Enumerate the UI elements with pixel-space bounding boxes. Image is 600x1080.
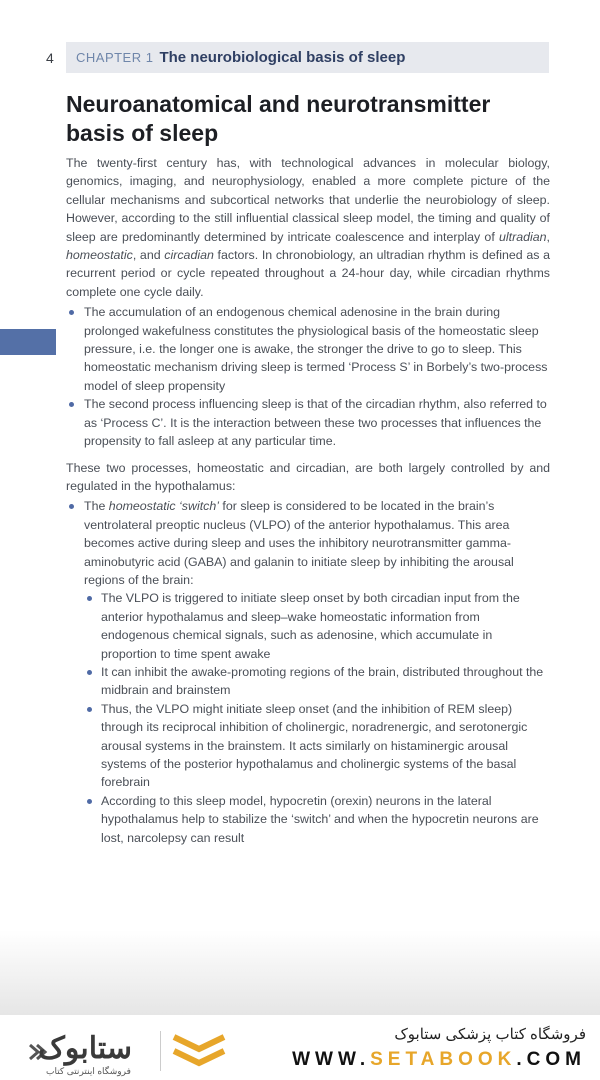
intro-sep: , and	[132, 248, 165, 263]
intro-paragraph	[66, 154, 550, 301]
sub-list-item: The VLPO is triggered to initiate sleep onset by both circadian input from the anterior hypothalamus and sleep–wake homeostatic information from endogenous chemical signals, such as adenosine, which accumulate in proportion to time spent awake	[84, 589, 550, 663]
intro-text: factors. In chronobiology, an ultradian rhythm is defined as a recurrent period or cycle repeated throughout a 24-hour day, while circadian rhythms complete one cycle daily.	[66, 248, 550, 299]
list-item	[66, 497, 550, 847]
chapter-label: CHAPTER 1	[76, 50, 154, 65]
store-name: فروشگاه کتاب پزشکی ستابوک	[394, 1026, 586, 1043]
section-title: Neuroanatomical and neurotransmitter basis of sleep	[66, 91, 491, 146]
process-list	[66, 303, 550, 450]
url-accent: SETABOOK	[370, 1049, 517, 1070]
store-footer	[0, 1015, 600, 1080]
intro-sep: ,	[546, 229, 550, 244]
chevron-logo-icon	[170, 1031, 228, 1071]
sub-list-item: It can inhibit the awake-promoting regions of the brain, distributed throughout the midbrain and brainstem	[84, 663, 550, 700]
page-number: 4	[46, 50, 54, 66]
logo-subtext: فروشگاه اینترنتی کتاب	[46, 1066, 131, 1076]
page-shadow	[0, 930, 600, 1015]
switch-list	[66, 497, 550, 847]
store-url[interactable]	[292, 1049, 586, 1071]
switch-text: for sleep is considered to be located in the brain’s ventrolateral preoptic nucleus (VLPO) of the anterior hypothalamus. This area becomes active during sleep and uses the inhibitory neurotransmitter gamma-aminobutyric acid (GABA) and galanin to initiate sleep by inhibiting the arousal regions of the brain:	[84, 499, 514, 587]
hypothalamus-paragraph: These two processes, homeostatic and circadian, are both largely controlled by and regulated in the hypothalamus:	[66, 460, 550, 493]
logo-text: ستابوک	[38, 1032, 133, 1065]
intro-em-ultradian: ultradian	[499, 229, 547, 244]
chapter-title: The neurobiological basis of sleep	[159, 49, 406, 66]
sub-list-item: According to this sleep model, hypocretin (orexin) neurons in the lateral hypothalamus help to stabilize the ‘switch’ and when the hypocretin neurons are lost, narcolepsy can result	[84, 792, 550, 847]
url-prefix: WWW.	[292, 1049, 371, 1070]
list-item: The accumulation of an endogenous chemical adenosine in the brain during prolonged wakefulness constitutes the physiological basis of the homeostatic sleep pressure, i.e. the longer one is awake, the stronger the drive to go to sleep. This homeostatic mechanism driving sleep is termed ‘Process S’ in Borbely’s two-process model of sleep propensity	[66, 303, 550, 395]
vlpo-sublist	[84, 589, 550, 847]
intro-text: The twenty-first century has, with technological advances in molecular biology, genomics, imaging, and neurophysiology, enabled a more complete picture of the cellular mechanisms and subcortical networks that underlie the neurobiology of sleep. However, according to the still influential classical sleep model, the timing and quality of sleep are predominantly determined by intricate coalescence and interplay of	[66, 156, 550, 244]
intro-em-homeostatic: homeostatic	[66, 248, 133, 263]
url-suffix: .COM	[516, 1049, 586, 1070]
side-tab-marker	[0, 329, 56, 355]
chapter-header	[66, 42, 549, 73]
body-text	[66, 154, 550, 847]
intro-em-circadian: circadian	[164, 248, 214, 263]
logo-divider	[160, 1031, 161, 1071]
sub-list-item: Thus, the VLPO might initiate sleep onset (and the inhibition of REM sleep) through its reciprocal inhibition of cholinergic, noradrenergic, and serotonergic arousal systems in the brainstem. It acts similarly on histaminergic arousal systems of the posterior hypothalamus and cholinergic systems of the basal forebrain	[84, 700, 550, 792]
list-item: The second process influencing sleep is that of the circadian rhythm, also referred to as ‘Process C’. It is the interaction between these two processes that influences the propensity to fall asleep at any particular time.	[66, 395, 550, 450]
switch-text: The	[84, 499, 109, 514]
switch-em: homeostatic ‘switch’	[108, 499, 219, 514]
